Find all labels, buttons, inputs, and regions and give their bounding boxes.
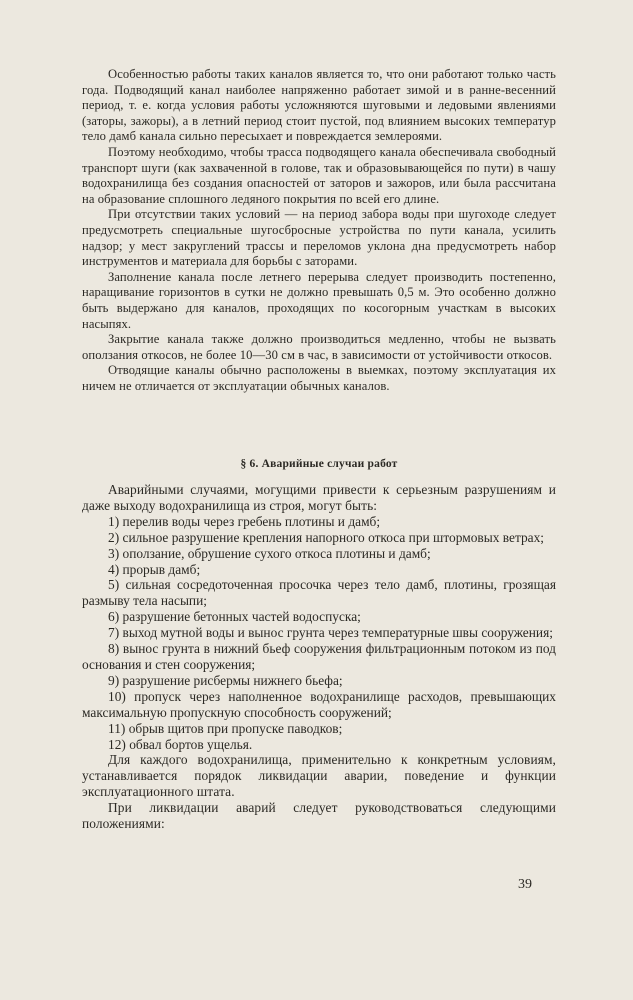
list-item: 3) оползание, обрушение сухого откоса плотины и дамб; [108, 545, 431, 561]
paragraph: Особенностью работы таких каналов является то, что они работают только часть года. Подводящий канал наиболее напряженно работает зимой и в ранне-весенний период, т. е. когда условия работы усложняются шуговыми и ледовыми явлениями (заторы, зажоры), а в летний период стоит пустой, под влиянием высоких температур тело дамб канала сильно пересыхает и повреждается землероями. [82, 67, 556, 144]
list-item: 5) сильная сосредоточенная просочка через тело дамб, плотины, грозящая размыву тела насыпи; [82, 577, 556, 609]
list-item: 11) обрыв щитов при пропуске паводков; [108, 720, 343, 736]
list-item: 4) прорыв дамб; [108, 561, 201, 577]
list-item: 9) разрушение рисбермы нижнего бьефа; [108, 672, 343, 688]
list-item: 2) сильное разрушение крепления напорного откоса при штормовых ветрах; [108, 529, 545, 545]
upper-text-block [82, 67, 556, 394]
paragraph: Поэтому необходимо, чтобы трасса подводящего канала обеспечивала свободный транспорт шуги (как захваченной в голове, так и образовывающейся по пути) в чашу водохранилища без создания опасностей от заторов и зажоров, или была рассчитана на образование сплошного ледяного покрытия по всей его длине. [82, 144, 556, 206]
list-item: 1) перелив воды через гребень плотины и дамб; [108, 513, 381, 529]
page-number: 39 [518, 877, 532, 892]
paragraph: При ликвидации аварий следует руководствоваться следующими положениями: [82, 800, 556, 832]
paragraph: Для каждого водохранилища, применительно к конкретным условиям, устанавливается порядок ликвидации аварии, поведение и функции эксплуатационного штата. [82, 752, 556, 800]
list-item: 7) выход мутной воды и вынос грунта через температурные швы сооружения; [108, 625, 553, 641]
paragraph: Закрытие канала также должно производиться медленно, чтобы не вызвать оползания откосов, не более 10—30 см в час, в зависимости от устойчивости откосов. [82, 332, 556, 362]
section-heading: § 6. Аварийные случаи работ [240, 458, 398, 470]
lower-text-block [82, 482, 556, 832]
list-item: 6) разрушение бетонных частей водоспуска; [108, 609, 361, 625]
list-item: 8) вынос грунта в нижний бьеф сооружения фильтрационным потоком из под основания и стен сооружения; [82, 641, 556, 672]
list-item: 12) обвал бортов ущелья. [108, 736, 253, 752]
paragraph: Заполнение канала после летнего перерыва следует производить постепенно, наращивание горизонтов в сутки не должно превышать 0,5 м. Это особенно должно быть выдержано для каналов, проходящих по косогорным участкам в высоких насыпях. [82, 269, 556, 331]
list-item: 10) пропуск через наполненное водохранилище расходов, превышающих максимальную пропускную способность сооружений; [82, 688, 556, 720]
paragraph: При отсутствии таких условий — на период забора воды при шугоходе следует предусмотреть специальные шугосбросные устройства по пути канала, усилить надзор; у мест закруглений трассы и переломов уклона дна предусмотреть набор инструментов и материала для борьбы с заторами. [82, 207, 556, 269]
paragraph: Отводящие каналы обычно расположены в выемках, поэтому эксплуатация их ничем не отличается от эксплуатации обычных каналов. [82, 363, 556, 393]
intro-paragraph: Аварийными случаями, могущими привести к серьезным разрушениям и даже выходу водохранилища из строя, могут быть: [82, 482, 556, 513]
